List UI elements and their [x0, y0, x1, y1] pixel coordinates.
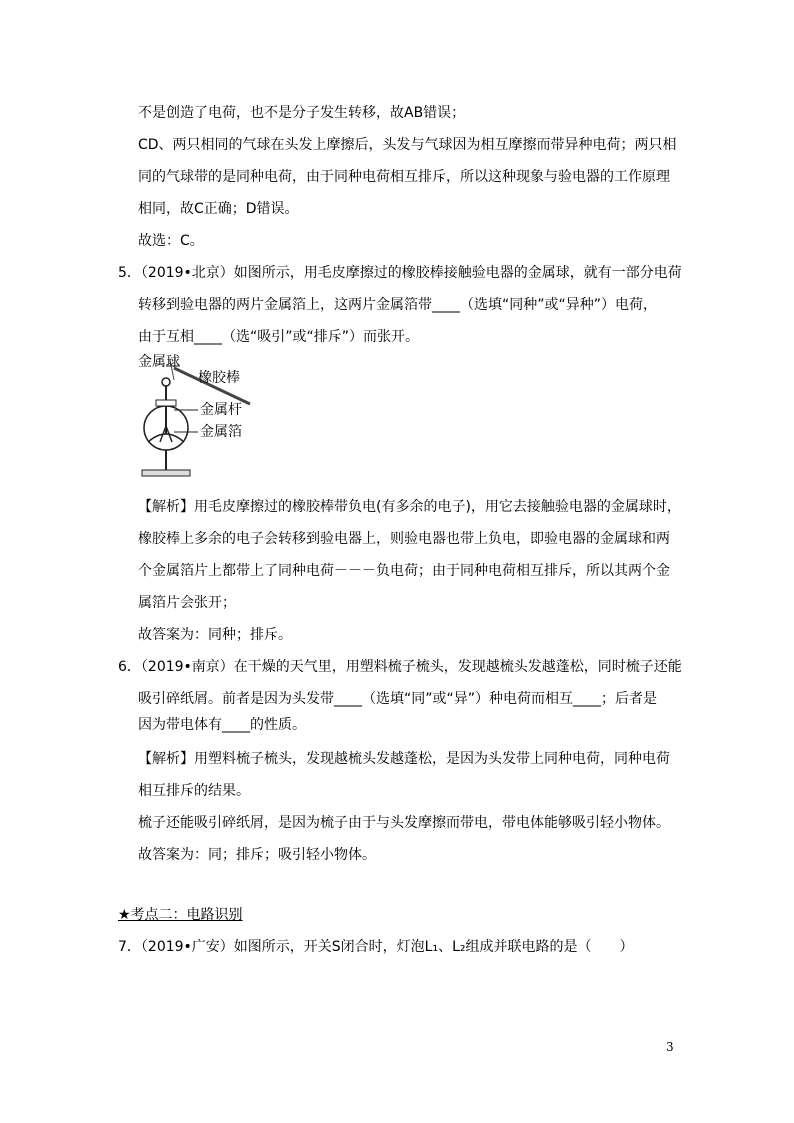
analysis-6-line-3: 梳子还能吸引碎纸屑，是因为梳子由于与头发摩擦而带电，带电体能够吸引轻小物体。	[138, 815, 670, 831]
question-6-line-3: 因为带电体有____的性质。	[138, 717, 306, 733]
analysis-5-line-2: 橡胶棒上多余的电子会转移到验电器上，则验电器也带上负电，即验电器的金属球和两	[138, 531, 670, 547]
label-foil: 金属箔	[200, 424, 242, 440]
text-line-p2: CD、两只相同的气球在头发上摩擦后，头发与气球因为相互摩擦而带异种电荷；两只相	[138, 137, 677, 153]
text-line-p5: 故选：C。	[138, 233, 204, 249]
question-5-line-1: 5．（2019•北京）如图所示，用毛皮摩擦过的橡胶棒接触验电器的金属球，就有一部分电荷	[118, 265, 682, 281]
label-ball: 金属球	[138, 354, 180, 370]
text-line-p3: 同的气球带的是同种电荷，由于同种电荷相互排斥，所以这种现象与验电器的工作原理	[138, 169, 670, 185]
text-line-p1: 不是创造了电荷，也不是分子发生转移，故AB错误；	[138, 105, 466, 121]
text-line-p4: 相同，故C正确；D错误。	[138, 201, 299, 217]
question-5-line-2: 转移到验电器的两片金属箔上，这两片金属箔带____（选填“同种”或“异种”）电荷，	[138, 297, 658, 313]
electroscope-diagram	[138, 352, 258, 482]
answer-5: 故答案为：同种；排斥。	[138, 627, 292, 643]
analysis-5-line-4: 属箔片会张开；	[138, 595, 236, 611]
label-stem: 金属杆	[200, 402, 242, 418]
question-6-line-2: 吸引碎纸屑。前者是因为头发带____（选填“同”或“异”）种电荷而相互____；后者是	[138, 691, 658, 707]
section-title: ★考点二：电路识别	[118, 907, 243, 923]
question-7: 7．（2019•广安）如图所示，开关S闭合时，灯泡L₁、L₂组成并联电路的是（ ）	[118, 939, 634, 955]
electroscope-figure	[138, 352, 258, 482]
question-5-line-3: 由于互相____（选“吸引”或“排斥”）而张开。	[138, 329, 420, 345]
analysis-6-line-2: 相互排斥的结果。	[138, 783, 250, 799]
analysis-6-line-1: 【解析】用塑料梳子梳头，发现越梳头发越蓬松，是因为头发带上同种电荷，同种电荷	[138, 751, 670, 767]
analysis-5-line-1: 【解析】用毛皮摩擦过的橡胶棒带负电(有多余的电子)，用它去接触验电器的金属球时，	[138, 499, 681, 515]
analysis-5-line-3: 个金属箔片上都带上了同种电荷－－－负电荷；由于同种电荷相互排斥，所以其两个金	[138, 563, 670, 579]
page-number: 3	[666, 1040, 674, 1054]
label-rod: 橡胶棒	[198, 370, 240, 386]
answer-6: 故答案为：同；排斥；吸引轻小物体。	[138, 847, 376, 863]
question-6-line-1: 6．（2019•南京）在干燥的天气里，用塑料梳子梳头，发现越梳头发越蓬松，同时梳子还能	[118, 659, 682, 675]
